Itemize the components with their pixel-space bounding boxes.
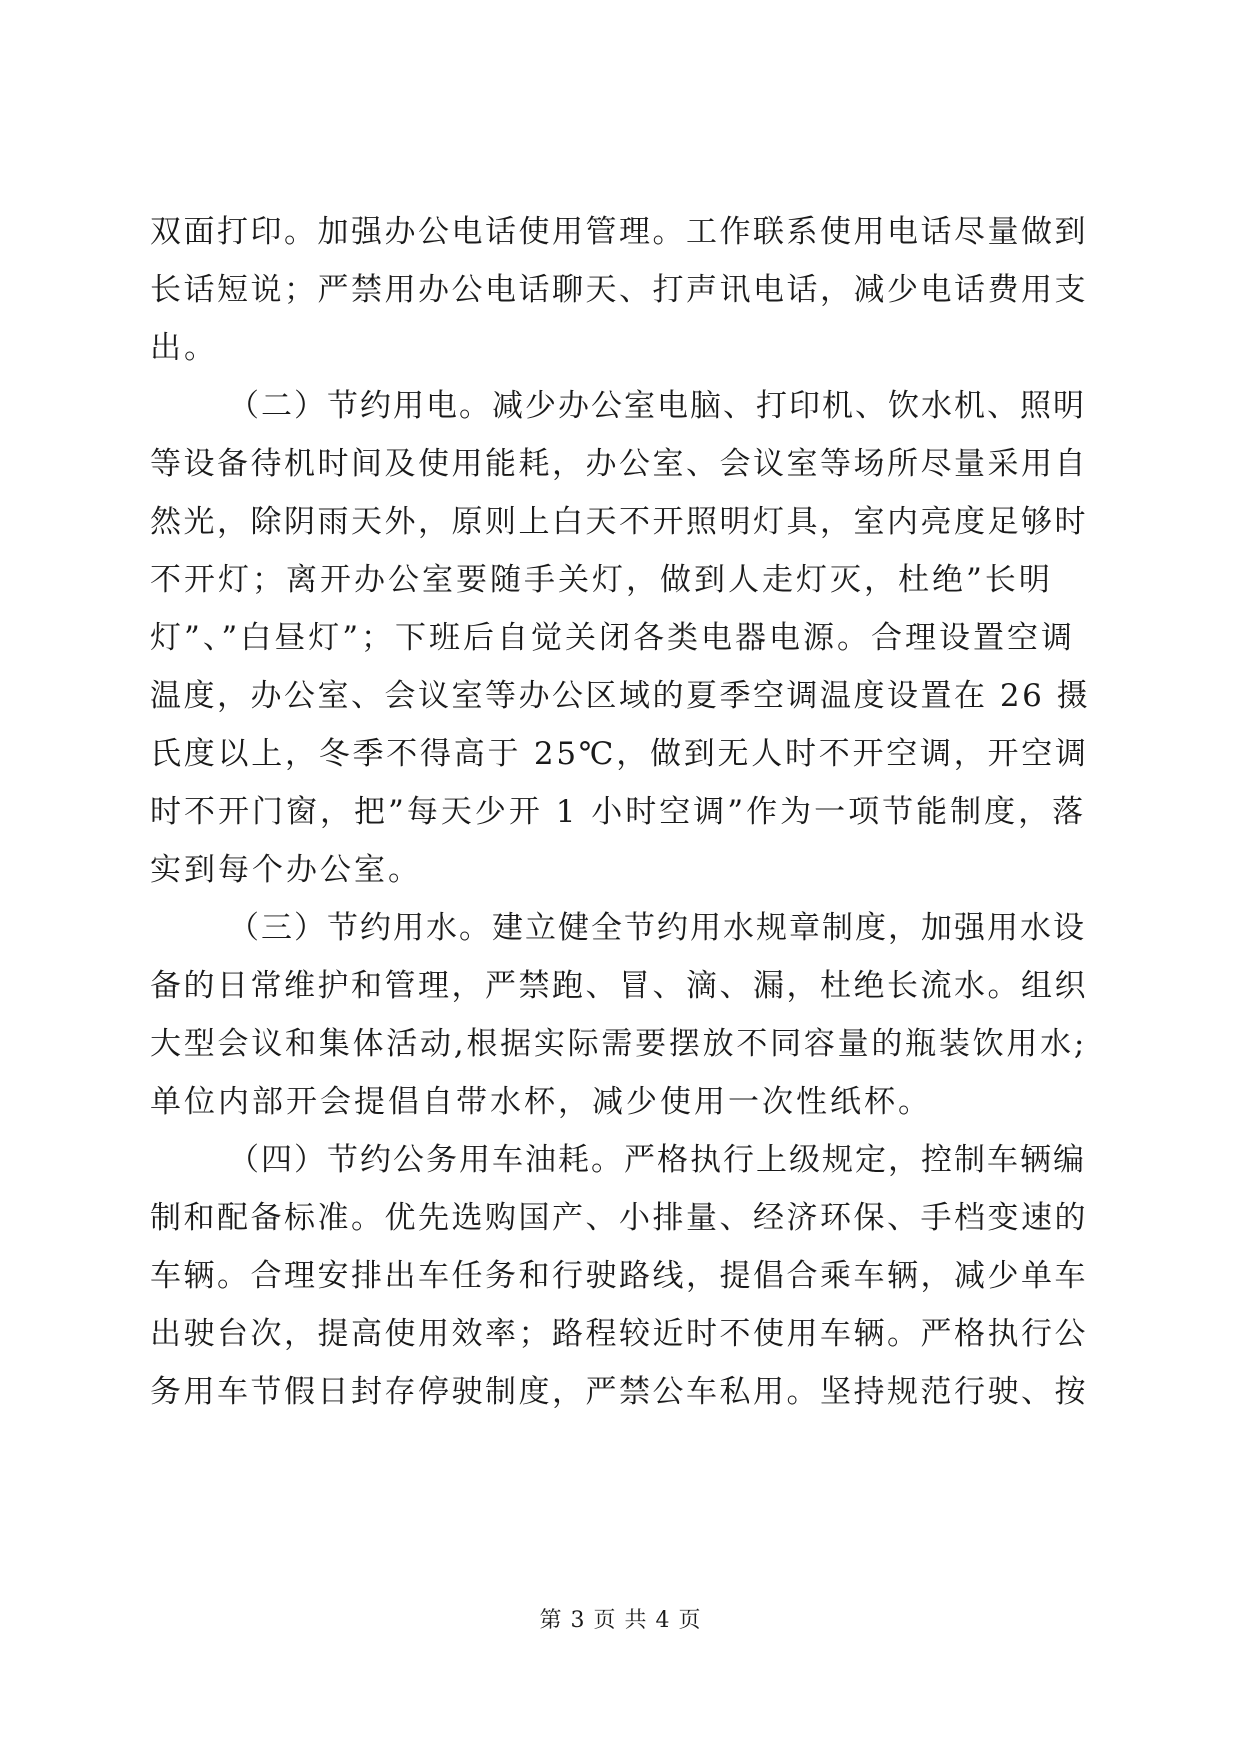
text-line: 不开灯；离开办公室要随手关灯，做到人走灯灭，杜绝”长明 xyxy=(150,562,1053,598)
text-line: 单位内部开会提倡自带水杯，减少使用一次性纸杯。 xyxy=(150,1084,932,1120)
text-line: 大型会议和集体活动,根据实际需要摆放不同容量的瓶装饮用水; xyxy=(150,1026,1088,1062)
page-number-footer: 第 3 页 共 4 页 xyxy=(539,1608,702,1633)
text-line: 温度，办公室、会议室等办公区域的夏季空调温度设置在 26 摄 xyxy=(150,678,1091,714)
text-line: 备的日常维护和管理，严禁跑、冒、滴、漏，杜绝长流水。组织 xyxy=(150,968,1088,1004)
text-line: 出驶台次，提高使用效率；路程较近时不使用车辆。严格执行公 xyxy=(150,1316,1088,1352)
text-line: 然光，除阴雨天外，原则上白天不开照明灯具，室内亮度足够时 xyxy=(150,504,1088,540)
paragraph-start-line: （二）节约用电。减少办公室电脑、打印机、饮水机、照明 xyxy=(228,388,1086,424)
text-line: 氏度以上，冬季不得高于 25℃，做到无人时不开空调，开空调 xyxy=(150,736,1089,772)
text-line: 长话短说；严禁用办公电话聊天、打声讯电话，减少电话费用支 xyxy=(150,272,1088,308)
text-line: 制和配备标准。优先选购国产、小排量、经济环保、手档变速的 xyxy=(150,1200,1088,1236)
text-line: 出。 xyxy=(150,330,218,366)
text-line: 车辆。合理安排出车任务和行驶路线，提倡合乘车辆，减少单车 xyxy=(150,1258,1088,1294)
text-line: 务用车节假日封存停驶制度，严禁公车私用。坚持规范行驶、按 xyxy=(150,1374,1088,1410)
text-line: 等设备待机时间及使用能耗，办公室、会议室等场所尽量采用自 xyxy=(150,446,1088,482)
text-line: 灯”、”白昼灯”；下班后自觉关闭各类电器电源。合理设置空调 xyxy=(150,620,1076,656)
paragraph-start-line: （四）节约公务用车油耗。严格执行上级规定，控制车辆编 xyxy=(228,1142,1086,1178)
text-line: 双面打印。加强办公电话使用管理。工作联系使用电话尽量做到 xyxy=(150,214,1088,250)
text-line: 实到每个办公室。 xyxy=(150,852,422,888)
text-line: 时不开门窗，把”每天少开 1 小时空调”作为一项节能制度，落 xyxy=(150,794,1087,830)
paragraph-start-line: （三）节约用水。建立健全节约用水规章制度，加强用水设 xyxy=(228,910,1086,946)
